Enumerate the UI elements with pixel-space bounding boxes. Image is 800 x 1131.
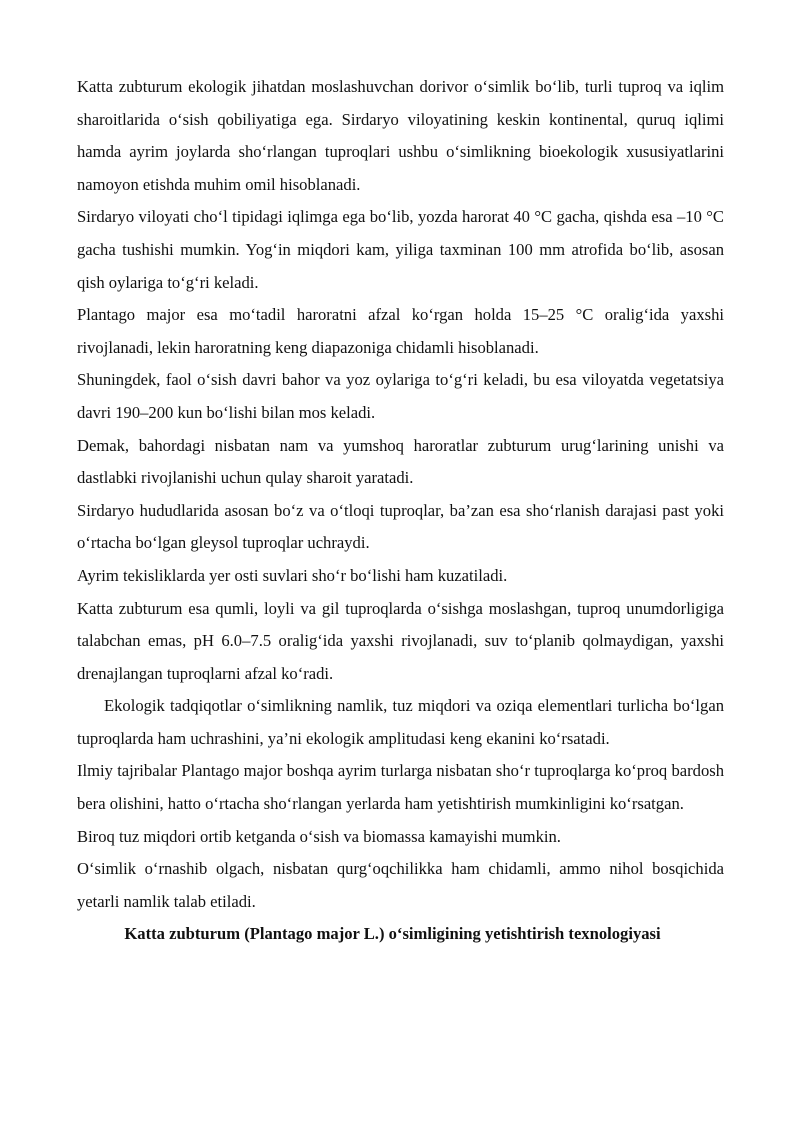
paragraph-1: Katta zubturum ekologik jihatdan moslashuvchan dorivor o‘simlik bo‘lib, turli tuproq va iqlim sharoitlarida o‘sish qobiliyatiga ega. Sirdaryo viloyatining keskin kontinental, quruq iqlimi hamda ayrim joylarda sho‘rlangan tuproqlari ushbu o‘simlikning bioekologik xususiyatlarini namoyon etishda muhim omil hisoblanadi.: [77, 77, 724, 194]
paragraph-10: Ilmiy tajribalar Plantago major boshqa ayrim turlarga nisbatan sho‘r tuproqlarga ko‘proq bardosh bera olishini, hatto o‘rtacha sho‘rlangan yerlarda ham yetishtirish mumkinligini ko‘rsatgan.: [77, 761, 724, 814]
paragraph-11: Biroq tuz miqdori ortib ketganda o‘sish va biomassa kamayishi mumkin.: [77, 826, 561, 846]
paragraph-4: Shuningdek, faol o‘sish davri bahor va yoz oylariga to‘g‘ri keladi, bu esa viloyatda vegetatsiya davri 190–200 kun bo‘lishi bilan mos keladi.: [77, 370, 724, 422]
document-page: [77, 71, 724, 951]
paragraph-6: Sirdaryo hududlarida asosan bo‘z va o‘tloqi tuproqlar, ba’zan esa sho‘rlanish darajasi past yoki o‘rtacha bo‘lgan gleysol tuproqlar uchraydi.: [77, 500, 724, 553]
paragraph-5: Demak, bahordagi nisbatan nam va yumshoq haroratlar zubturum urug‘larining unishi va dastlabki rivojlanishi uchun qulay sharoit yaratadi.: [77, 435, 724, 488]
paragraph-3: Plantago major esa mo‘tadil haroratni afzal ko‘rgan holda 15–25 °C oralig‘ida yaxshi rivojlanadi, lekin haroratning keng diapazoniga chidamli hisoblanadi.: [77, 305, 724, 357]
paragraph-9: Ekologik tadqiqotlar o‘simlikning namlik, tuz miqdori va oziqa elementlari turlicha bo‘lgan tuproqlarda ham uchrashini, ya’ni ekologik amplitudasi keng ekanini ko‘rsatadi.: [77, 696, 724, 748]
paragraph-8: Katta zubturum esa qumli, loyli va gil tuproqlarda o‘sishga moslashgan, tuproq unumdorligiga talabchan emas, pH 6.0–7.5 oralig‘ida yaxshi rivojlanadi, suv to‘planib qolmaydigan, yaxshi drenajlangan tuproqlarni afzal ko‘radi.: [77, 598, 724, 683]
section-heading: Katta zubturum (Plantago major L.) o‘simligining yetishtirish texnologiyasi: [124, 924, 661, 944]
paragraph-12: O‘simlik o‘rnashib olgach, nisbatan qurg‘oqchilikka ham chidamli, ammo nihol bosqichida yetarli namlik talab etiladi.: [77, 859, 724, 911]
paragraph-7: Ayrim tekisliklarda yer osti suvlari sho‘r bo‘lishi ham kuzatiladi.: [77, 565, 508, 585]
paragraph-2: Sirdaryo viloyati cho‘l tipidagi iqlimga ega bo‘lib, yozda harorat 40 °C gacha, qishda esa –10 °C gacha tushishi mumkin. Yog‘in miqdori kam, yiliga taxminan 100 mm atrofida bo‘lib, asosan qish oylariga to‘g‘ri keladi.: [77, 207, 724, 292]
